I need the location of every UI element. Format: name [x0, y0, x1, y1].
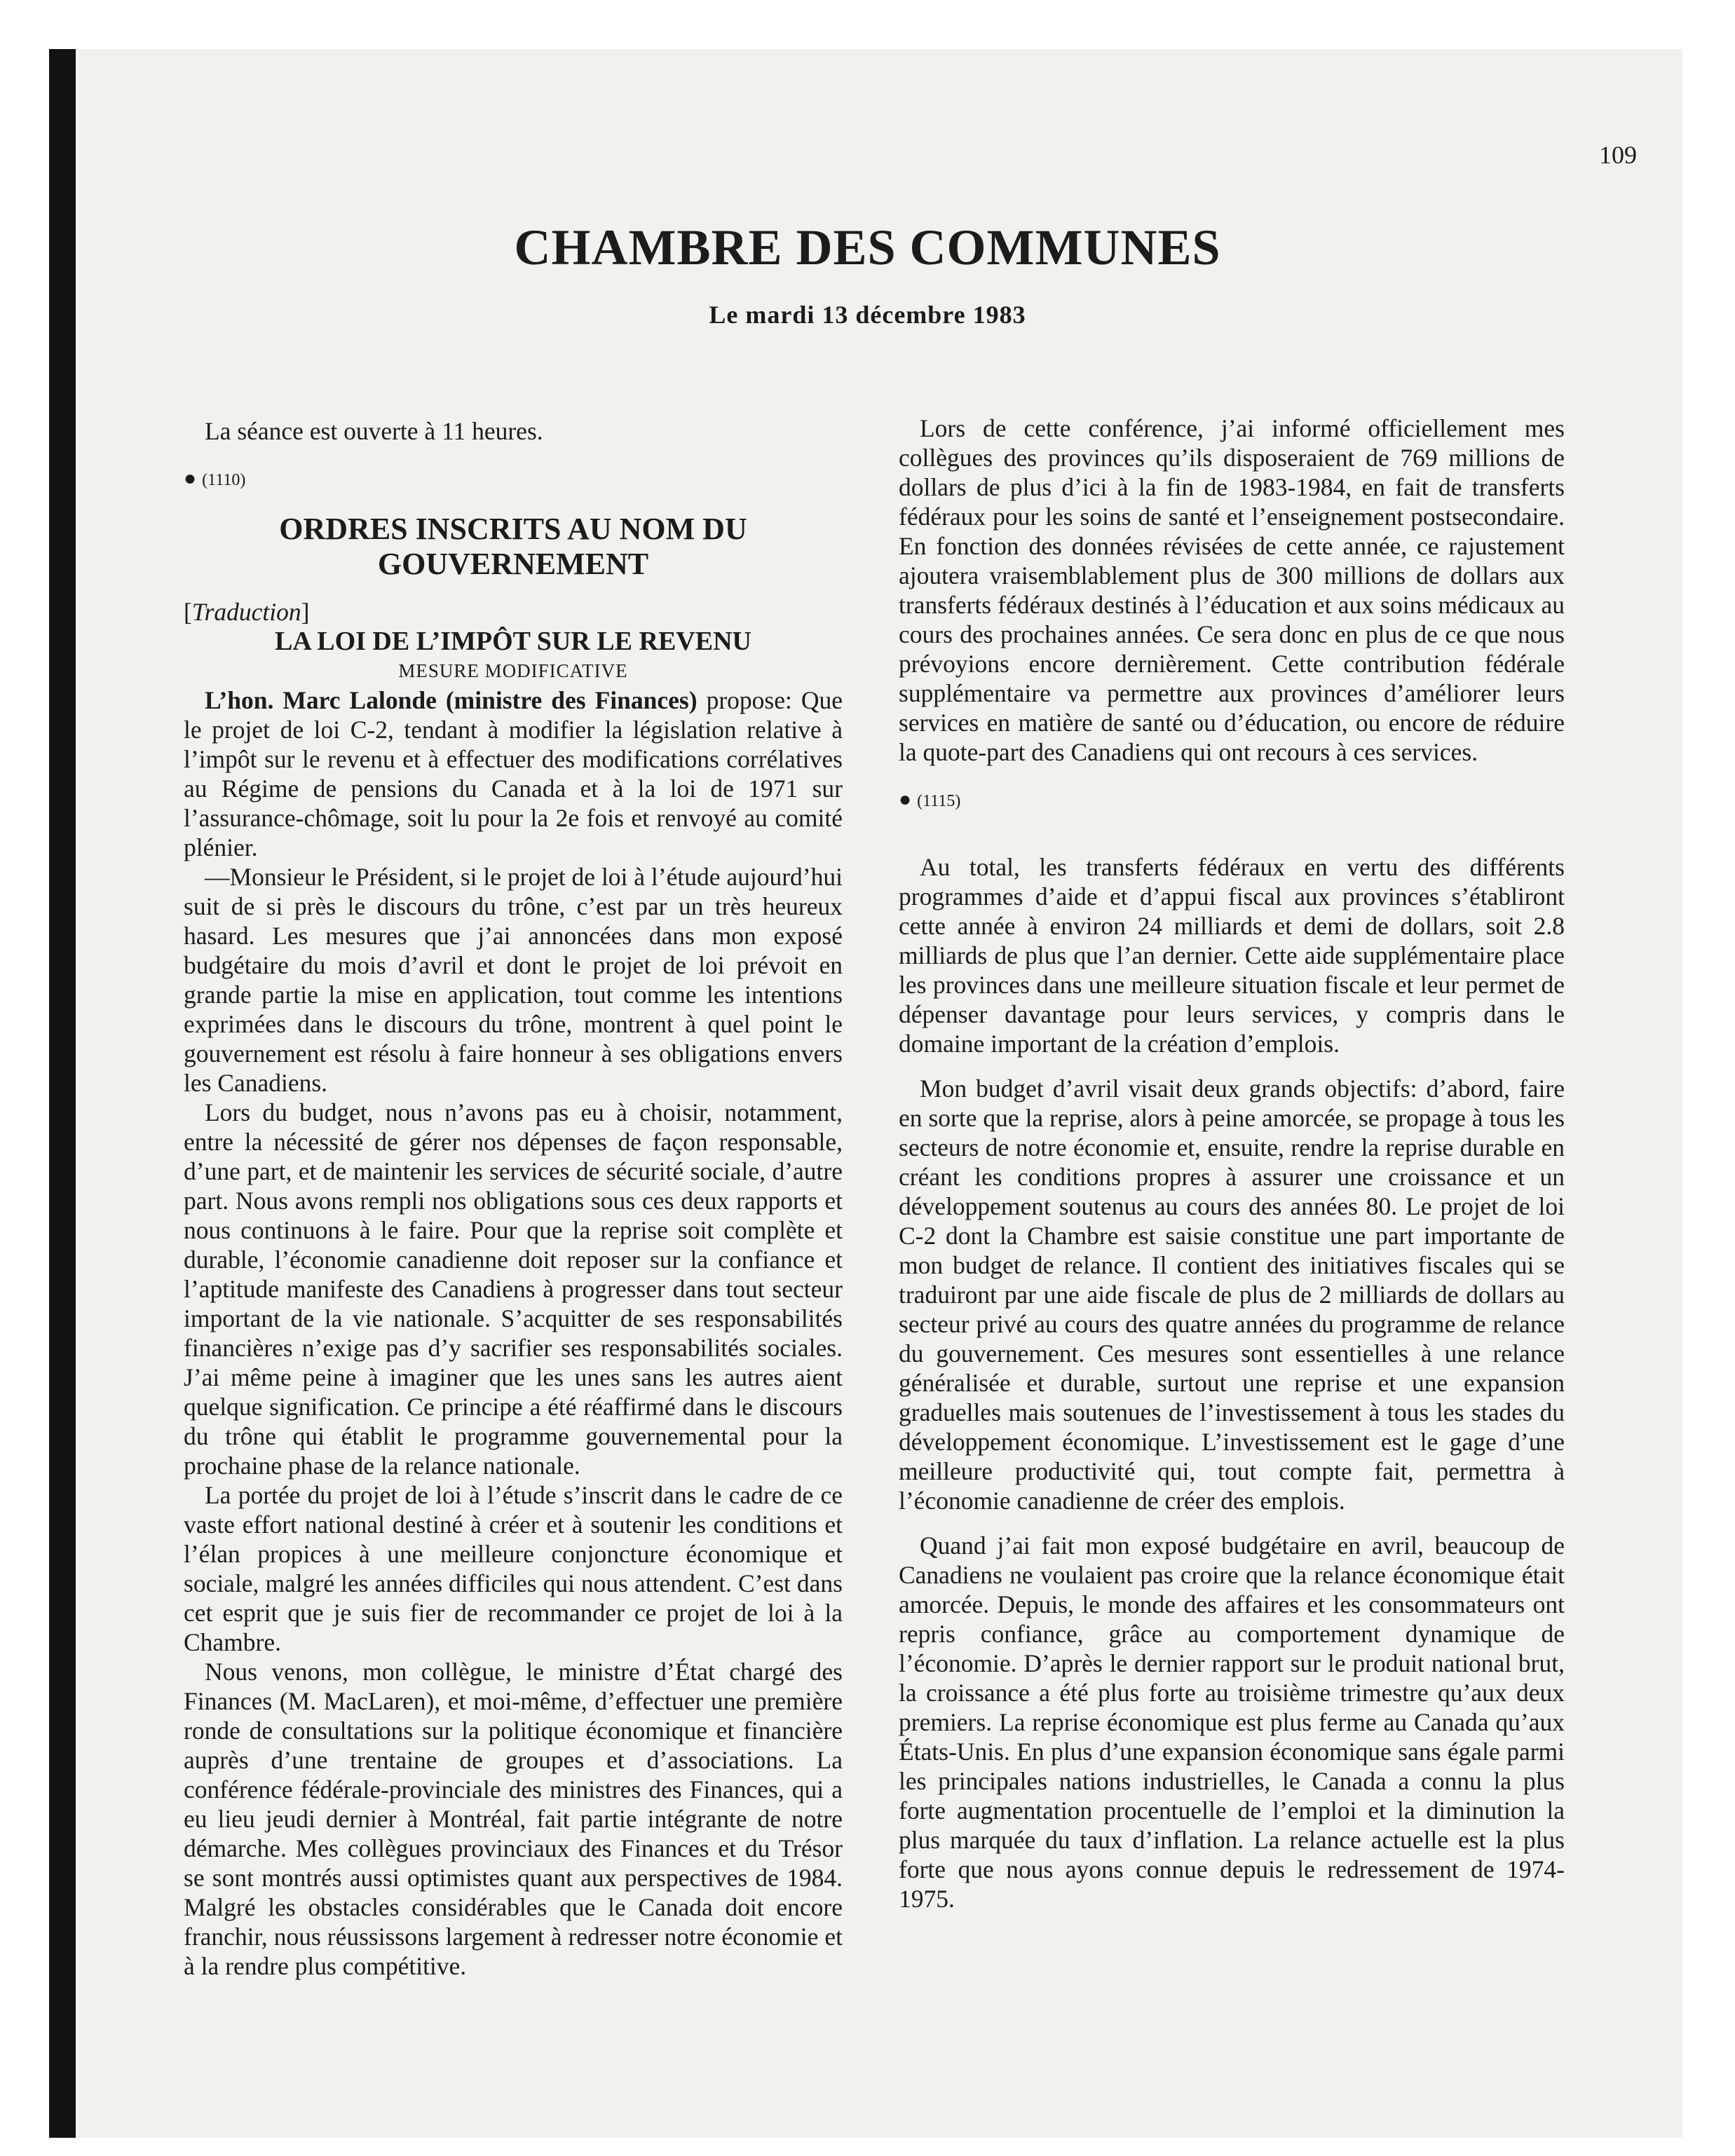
speech-paragraph: Au total, les transferts fédéraux en vertu des différents programmes d’aide et d’appui fiscal aux provinces s’établiront cette année à environ 24 milliards et demi de dollars, soit 2.8 milliards de plus que l’an dernier. Cette aide supplémentaire place les provinces dans une meilleure situation fiscale et leur permet de dépenser davantage pour leurs services, y compris dans le domaine important de la création d’emplois. [899, 853, 1565, 1058]
house-title: CHAMBRE DES COMMUNES [514, 219, 1221, 275]
translation-note: [Traduction] [184, 598, 310, 626]
binding-edge [49, 49, 76, 2138]
time-marker-label: (1115) [917, 792, 961, 810]
section-heading: ORDRES INSCRITS AU NOM DU GOUVERNEMENT [279, 512, 747, 581]
time-marker [184, 467, 843, 492]
right-column [899, 414, 1565, 1913]
speaker-name: L’hon. Marc Lalonde (ministre des Finances) [205, 686, 698, 714]
time-marker [899, 788, 1565, 813]
speech-paragraph: Nous venons, mon collègue, le ministre d’État chargé des Finances (M. MacLaren), et moi-même, d’effectuer une première ronde de consultations sur la politique économique et financière auprès d’une trentaine de groupes et d’associations. La conférence fédérale-provinciale des ministres des Finances, qui a eu lieu jeudi dernier à Montréal, fait partie intégrante de notre démarche. Mes collègues provinciaux des Finances et du Trésor se sont montrés aussi optimistes quant aux perspectives de 1984. Malgré les obstacles considérables que le Canada doit encore franchir, nous réussissons largement à redresser notre économie et à la rendre plus compétitive. [184, 1658, 843, 1980]
bullet-icon: ● [899, 788, 912, 811]
speech-paragraph: Quand j’ai fait mon exposé budgétaire en avril, beaucoup de Canadiens ne voulaient pas croire que la relance économique était amorcée. Depuis, le monde des affaires et les consommateurs ont repris confiance, grâce au comportement dynamique de l’économie. D’après le dernier rapport sur le produit national brut, la croissance a été plus forte au troisième trimestre qu’aux deux premiers. La reprise économique est plus ferme au Canada qu’aux États-Unis. En plus d’une expansion économique sans égale parmi les principales nations industrielles, le Canada a connu la plus forte augmentation procentuelle de l’emploi et la diminution la plus marquée du taux d’inflation. La relance actuelle est la plus forte que nous ayons connue depuis le redressement de 1974-1975. [899, 1531, 1565, 1913]
bullet-icon: ● [184, 467, 197, 490]
speech-paragraph: —Monsieur le Président, si le projet de loi à l’étude aujourd’hui suit de si près le discours du trône, c’est par un très heureux hasard. Les mesures que j’ai annoncées dans mon exposé budgétaire du mois d’avril et dont le projet de loi prévoit en grande partie la mise en application, tout comme les intentions exprimées dans le discours du trône, montrent à quel point le gouvernement est résolu à faire honneur à ses obligations envers les Canadiens. [184, 863, 843, 1097]
motion-paragraph [184, 685, 843, 862]
translation-label: Traduction [191, 598, 301, 626]
speech-paragraph: La portée du projet de loi à l’étude s’inscrit dans le cadre de ce vaste effort national destiné à créer et à soutenir les conditions et l’élan propices à une meilleure conjoncture économique et sociale, malgré les années difficiles qui nous attendent. C’est dans cet esprit que je suis fier de recommander ce projet de loi à la Chambre. [184, 1481, 843, 1656]
motion-text: propose: Que le projet de loi C-2, tendant à modifier la législation relative à l’impôt sur le revenu et à effectuer des modifications corrélatives au Régime de pensions du Canada et à la loi de 1971 sur l’assurance-chômage, soit lu pour la 2e fois et renvoyé au comité plénier. [184, 686, 843, 861]
left-column [184, 414, 843, 1981]
bill-title: LA LOI DE L’IMPÔT SUR LE REVENU [275, 627, 751, 656]
speech-paragraph: Lors de cette conférence, j’ai informé officiellement mes collègues des provinces qu’ils disposeraient de 769 millions de dollars de plus d’ici à la fin de 1983-1984, en fait de transferts fédéraux pour les soins de santé et l’enseignement postsecondaire. En fonction des données révisées de cette année, ce rajustement ajoutera vraisemblablement plus de 300 millions de dollars aux transferts fédéraux destinés à l’éducation et aux soins médicaux au cours des prochaines années. Ce sera donc en plus de ce que nous prévoyions encore dernièrement. Cette contribution fédérale supplémentaire va permettre aux provinces d’améliorer leurs services en matière de santé ou d’éducation, ou encore de réduire la quote-part des Canadiens qui ont recours à ces services. [899, 414, 1565, 766]
speech-paragraph: Mon budget d’avril visait deux grands objectifs: d’abord, faire en sorte que la reprise, alors à peine amorcée, se propage à tous les secteurs de notre économie et, ensuite, rendre la reprise durable en créant les conditions propres à assurer une croissance et un développement soutenus au cours des années 80. Le projet de loi C-2 dont la Chambre est saisie constitue une part importante de mon budget de relance. Il contient des initiatives fiscales qui se traduiront par une aide fiscale de plus de 2 milliards de dollars au secteur privé au cours des quatre années du programme de relance du gouvernement. Ces mesures sont essentielles à une relance généralisée et durable, surtout une reprise et une expansion graduelles mais soutenues de l’investissement à tous les stades du développement économique. L’investissement est le gage d’une meilleure productivité qui, tout compte fait, permettra à l’économie canadienne de créer des emplois. [899, 1074, 1565, 1515]
time-marker-label: (1110) [202, 471, 246, 489]
sitting-opening: La séance est ouverte à 11 heures. [205, 417, 543, 445]
speech-paragraph: Lors du budget, nous n’avons pas eu à choisir, notamment, entre la nécessité de gérer nos dépenses de façon responsable, d’une part, et de maintenir les services de sécurité sociale, d’autre part. Nous avons rempli nos obligations sous ces deux rapports et nous continuons à le faire. Pour que la reprise soit complète et durable, l’économie canadienne doit reposer sur la confiance et l’aptitude manifeste des Canadiens à progresser dans tout secteur important de la vie nationale. S’acquitter de ses responsabilités financières n’exige pas d’y sacrifier ses responsabilités sociales. J’ai même peine à imaginer que les unes sans les autres aient quelque signification. Ce principe a été réaffirmé dans le discours du trône qui établit le programme gouvernemental pour la prochaine phase de la relance nationale. [184, 1098, 843, 1480]
sitting-date: Le mardi 13 décembre 1983 [709, 301, 1026, 329]
page-number: 109 [1599, 141, 1637, 169]
bill-subtitle: MESURE MODIFICATIVE [398, 660, 628, 681]
